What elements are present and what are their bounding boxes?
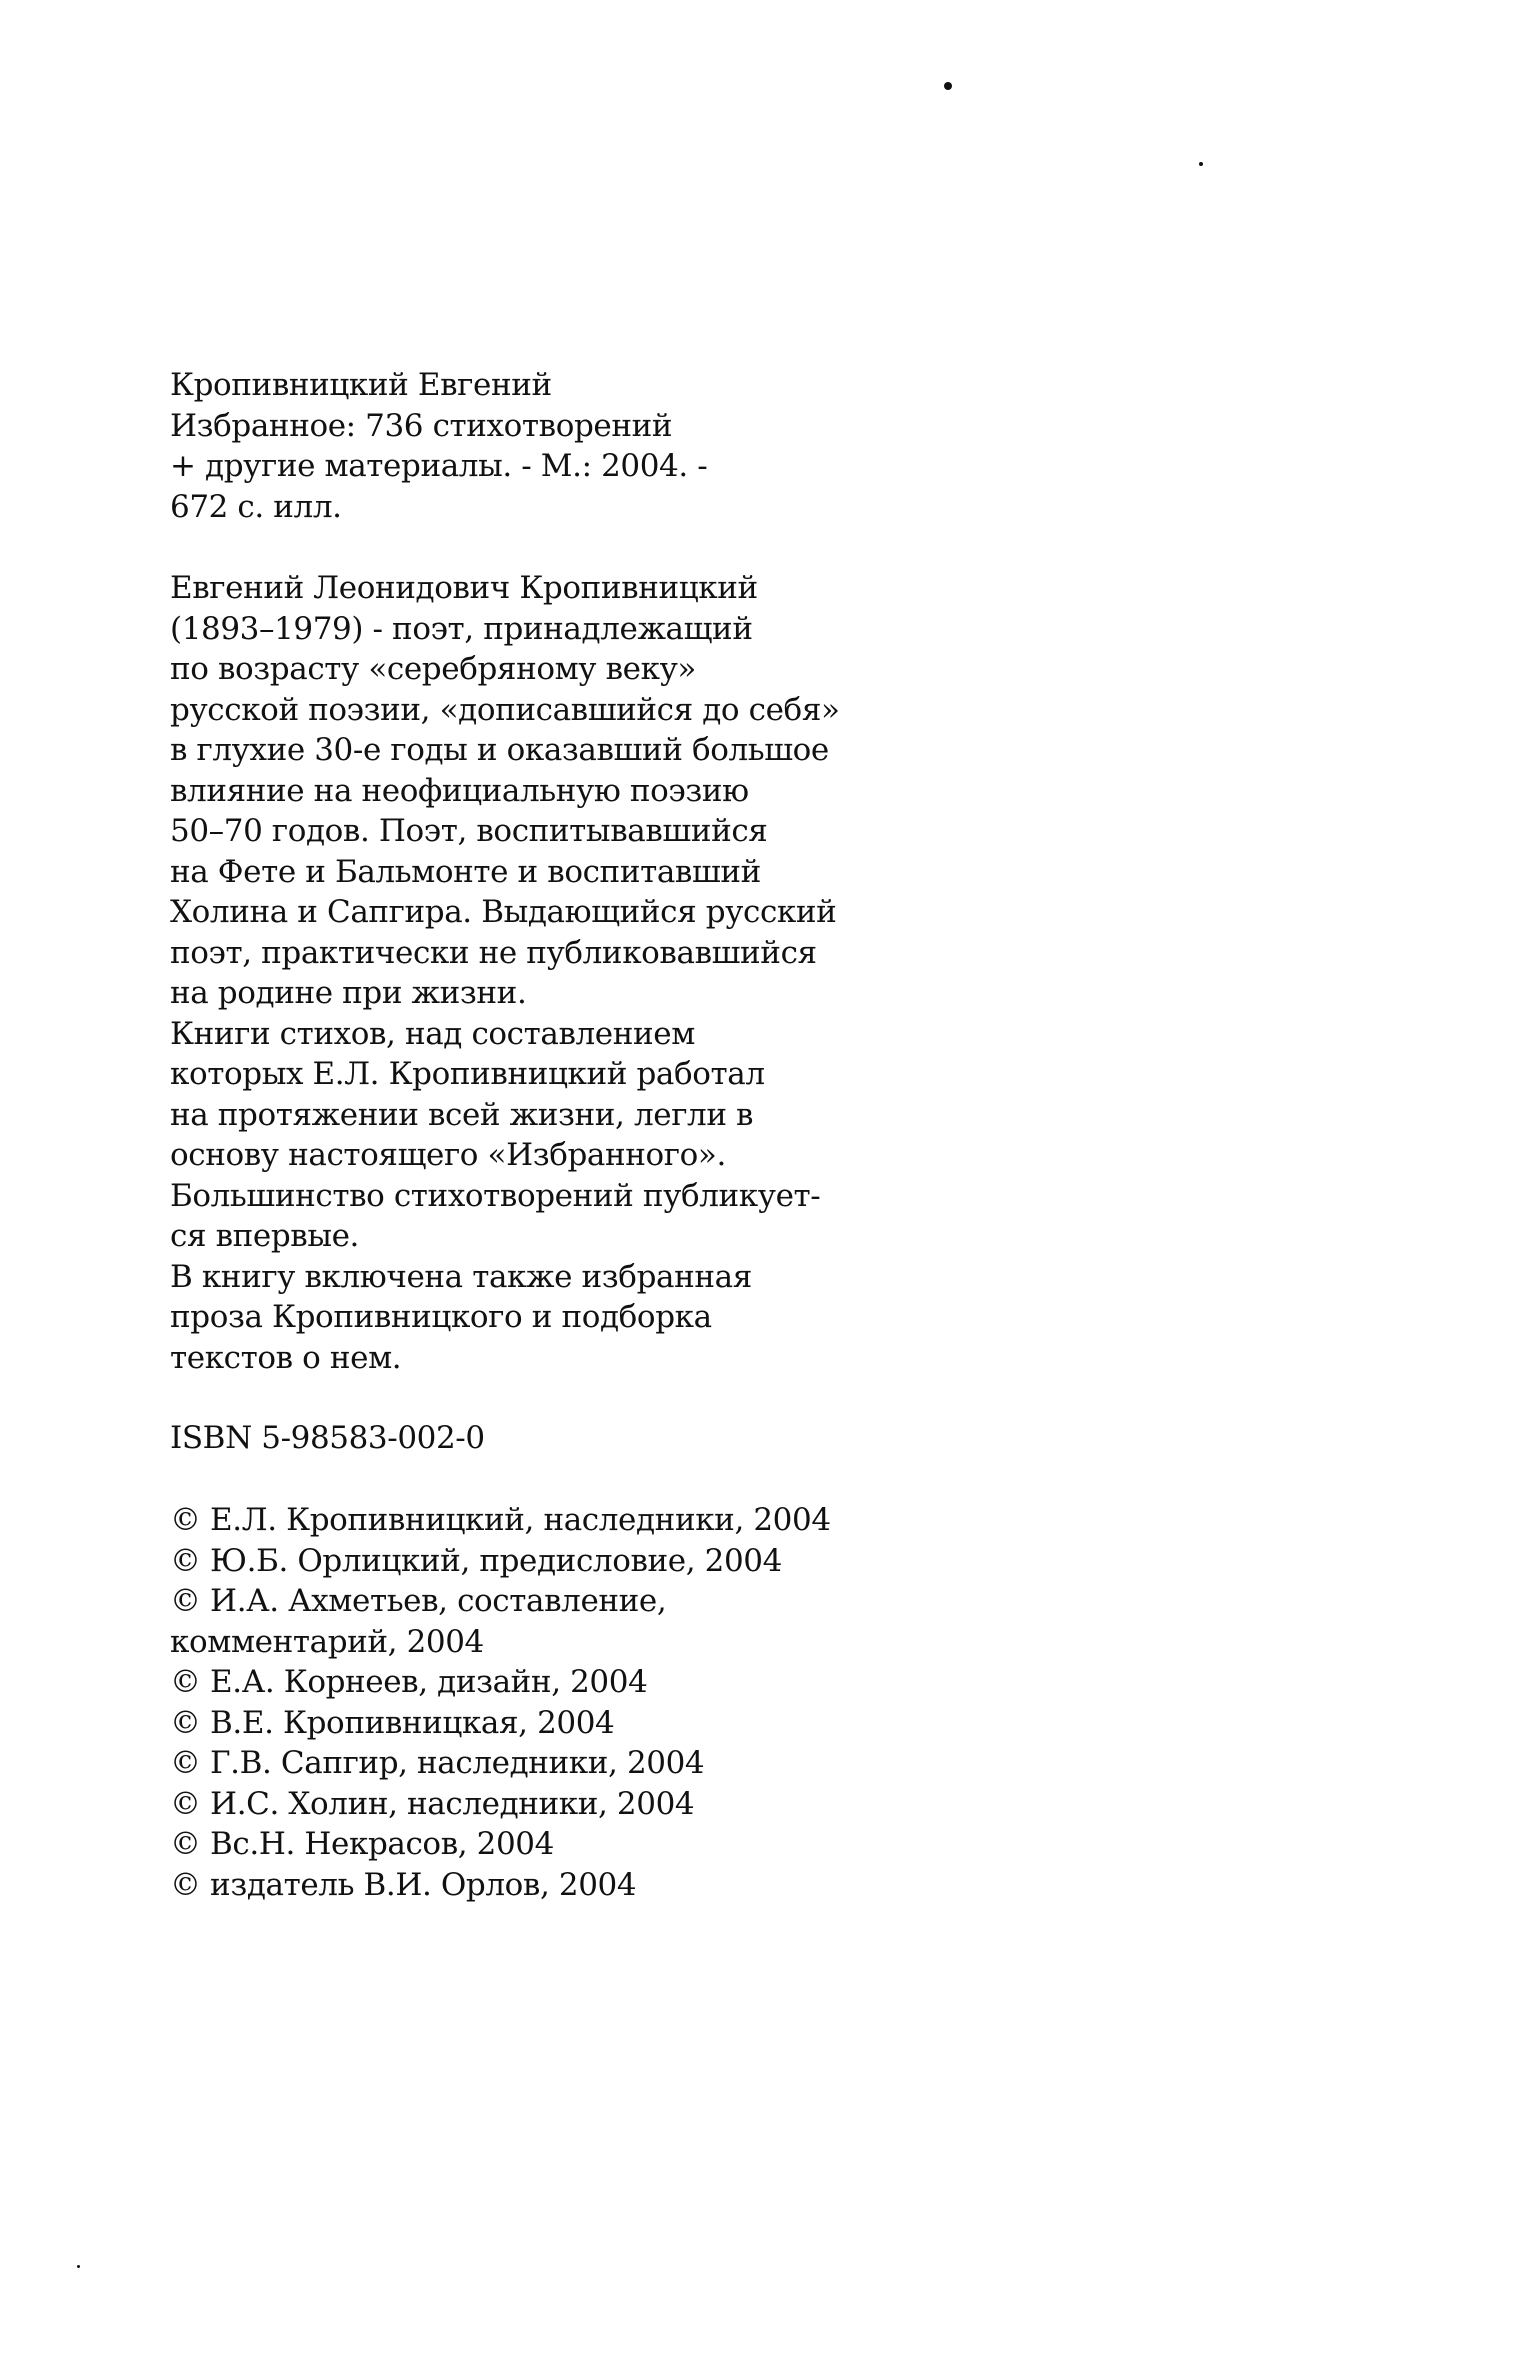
bibliographic-line: + другие материалы. - М.: 2004. - bbox=[170, 448, 708, 484]
annotation-line: которых Е.Л. Кропивницкий работал bbox=[170, 1056, 765, 1092]
annotation-line: текстов о нем. bbox=[170, 1339, 402, 1376]
annotation-line: Холина и Сапгира. Выдающийся русский bbox=[170, 894, 837, 930]
isbn-number: ISBN 5-98583-002-0 bbox=[170, 1420, 485, 1456]
annotation-line: Большинство стихотворений публикует- bbox=[170, 1177, 821, 1214]
annotation-line: поэт, практически не публиковавшийся bbox=[170, 934, 817, 971]
copyright-notices bbox=[170, 1500, 831, 1905]
scan-speck bbox=[944, 82, 952, 90]
copyright-line: комментарий, 2004 bbox=[170, 1623, 484, 1660]
isbn bbox=[170, 1418, 820, 1459]
scan-speck bbox=[1199, 162, 1203, 166]
annotation-line: В книгу включена также избранная bbox=[170, 1258, 752, 1295]
copyright-line: © В.Е. Кропивницкая, 2004 bbox=[170, 1704, 615, 1741]
copyright-line: © Вс.Н. Некрасов, 2004 bbox=[170, 1826, 554, 1862]
annotation-line: в глухие 30-е годы и оказавший большое bbox=[170, 732, 829, 768]
copyright-line: © Ю.Б. Орлицкий, предисловие, 2004 bbox=[170, 1542, 782, 1579]
copyright-line: © И.А. Ахметьев, составление, bbox=[170, 1583, 667, 1619]
copyright-line: © Г.В. Сапгир, наследники, 2004 bbox=[170, 1745, 705, 1781]
annotation-line: русской поэзии, «дописавшийся до себя» bbox=[170, 691, 840, 728]
bibliographic-line: 672 с. илл. bbox=[170, 488, 342, 525]
bibliographic-line: Избранное: 736 стихотворений bbox=[170, 407, 673, 444]
annotation-line: ся впервые. bbox=[170, 1218, 360, 1254]
copyright-line: © издатель В.И. Орлов, 2004 bbox=[170, 1866, 637, 1903]
annotation bbox=[170, 568, 840, 1378]
annotation-line: Книги стихов, над составлением bbox=[170, 1015, 695, 1052]
annotation-line: по возрасту «серебряному веку» bbox=[170, 651, 696, 687]
annotation-line: на протяжении всей жизни, легли в bbox=[170, 1096, 754, 1133]
scan-speck bbox=[77, 2265, 80, 2268]
annotation-line: основу настоящего «Избранного». bbox=[170, 1137, 726, 1173]
bibliographic-line: Кропивницкий Евгений bbox=[170, 367, 552, 403]
copyright-line: © И.С. Холин, наследники, 2004 bbox=[170, 1785, 695, 1822]
annotation-line: влияние на неофициальную поэзию bbox=[170, 772, 749, 809]
annotation-line: на Фете и Бальмонте и воспитавший bbox=[170, 853, 761, 890]
annotation-line: Евгений Леонидович Кропивницкий bbox=[170, 570, 758, 606]
copyright-line: © Е.А. Корнеев, дизайн, 2004 bbox=[170, 1664, 648, 1700]
bibliographic-record bbox=[170, 365, 820, 527]
annotation-line: (1893–1979) - поэт, принадлежащий bbox=[170, 610, 753, 647]
annotation-line: на родине при жизни. bbox=[170, 975, 527, 1011]
annotation-line: проза Кропивницкого и подборка bbox=[170, 1299, 712, 1335]
copyright-line: © Е.Л. Кропивницкий, наследники, 2004 bbox=[170, 1502, 831, 1538]
annotation-line: 50–70 годов. Поэт, воспитывавшийся bbox=[170, 813, 768, 849]
